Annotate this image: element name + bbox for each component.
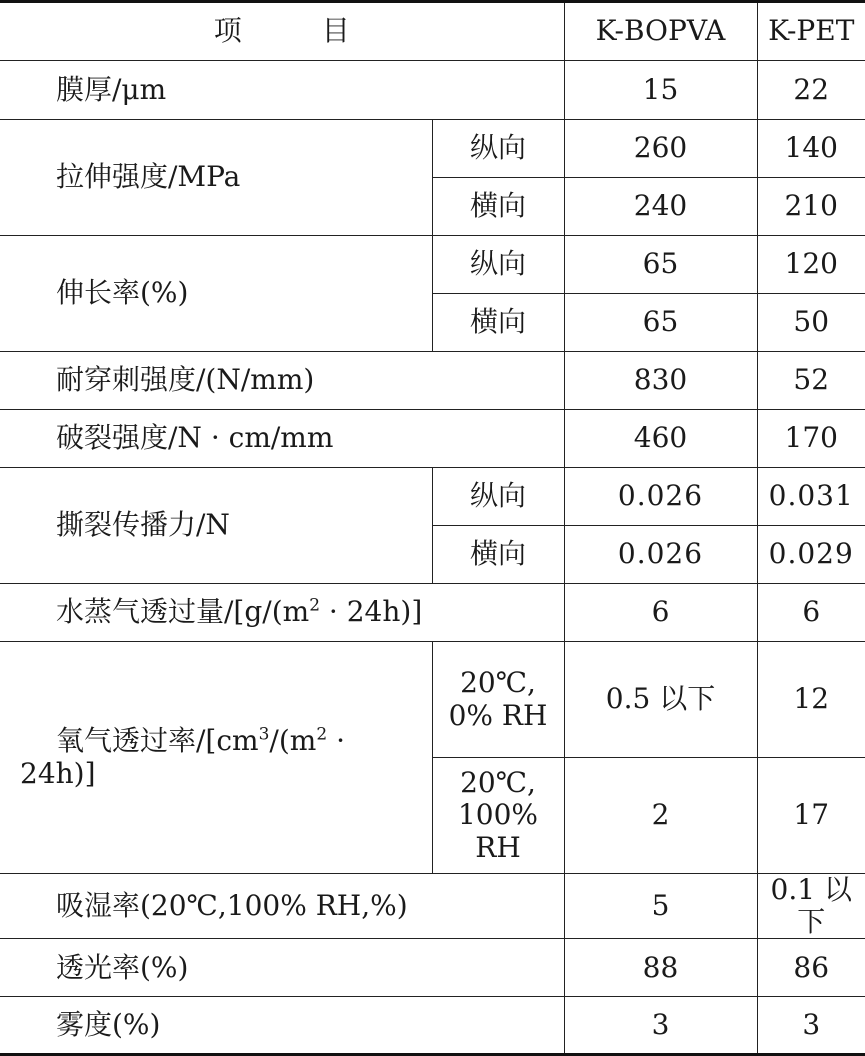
cell-value: 170: [757, 410, 865, 468]
table-row: [0, 61, 865, 120]
header-item: 项 目: [0, 2, 564, 61]
cell-value: 88: [564, 939, 757, 997]
row-label: 耐穿刺强度/(N/mm): [0, 352, 564, 410]
row-label: 破裂强度/N · cm/mm: [0, 410, 564, 468]
cell-value: 0.031: [757, 468, 865, 526]
cell-value: 0.1 以下: [757, 874, 865, 939]
row-label: 撕裂传播力/N: [0, 468, 432, 584]
table-row: [0, 997, 865, 1055]
row-label: 拉伸强度/MPa: [0, 120, 432, 236]
cell-value: 0.5 以下: [564, 642, 757, 758]
row-label: 氧气透过率$/[cm^3/(m^2$ · 24h)]: [0, 642, 432, 874]
cell-value: 5: [564, 874, 757, 939]
cell-value: 65: [564, 294, 757, 352]
table-row: [0, 120, 865, 178]
header-k-bopva: K-BOPVA: [564, 2, 757, 61]
cell-value: 140: [757, 120, 865, 178]
row-label: 伸长率(%): [0, 236, 432, 352]
cell-value: 86: [757, 939, 865, 997]
sub-label: 20℃, 0% RH: [432, 642, 564, 758]
row-label: 透光率(%): [0, 939, 564, 997]
cell-value: 0.029: [757, 526, 865, 584]
row-label: 水蒸气透过量$/[g/(m^2 \cdot 24h)]$: [0, 584, 564, 642]
sub-label: 横向: [432, 294, 564, 352]
table-row: [0, 236, 865, 294]
header-k-pet: K-PET: [757, 2, 865, 61]
cell-value: 830: [564, 352, 757, 410]
cell-value: 260: [564, 120, 757, 178]
row-label: 膜厚/μm: [0, 61, 564, 120]
row-label: 吸湿率(20℃,100% RH,%): [0, 874, 564, 939]
cell-value: 6: [564, 584, 757, 642]
cell-value: 210: [757, 178, 865, 236]
cell-value: 120: [757, 236, 865, 294]
sub-label: 纵向: [432, 236, 564, 294]
cell-value: 52: [757, 352, 865, 410]
cell-value: 3: [757, 997, 865, 1055]
table-row: [0, 352, 865, 410]
header-row: [0, 2, 865, 61]
table-row: [0, 642, 865, 758]
cell-value: 22: [757, 61, 865, 120]
table-row: [0, 939, 865, 997]
table-row: [0, 874, 865, 939]
cell-value: 50: [757, 294, 865, 352]
table-row: [0, 410, 865, 468]
table-row: [0, 584, 865, 642]
cell-value: 0.026: [564, 526, 757, 584]
sub-label: 20℃, 100% RH: [432, 758, 564, 874]
sub-label: 横向: [432, 526, 564, 584]
cell-value: 65: [564, 236, 757, 294]
sub-label: 纵向: [432, 120, 564, 178]
cell-value: 12: [757, 642, 865, 758]
sub-label: 横向: [432, 178, 564, 236]
table-row: [0, 468, 865, 526]
cell-value: 240: [564, 178, 757, 236]
cell-value: 6: [757, 584, 865, 642]
cell-value: 460: [564, 410, 757, 468]
cell-value: 17: [757, 758, 865, 874]
cell-value: 0.026: [564, 468, 757, 526]
sub-label: 纵向: [432, 468, 564, 526]
row-label: 雾度(%): [0, 997, 564, 1055]
cell-value: 3: [564, 997, 757, 1055]
cell-value: 2: [564, 758, 757, 874]
cell-value: 15: [564, 61, 757, 120]
